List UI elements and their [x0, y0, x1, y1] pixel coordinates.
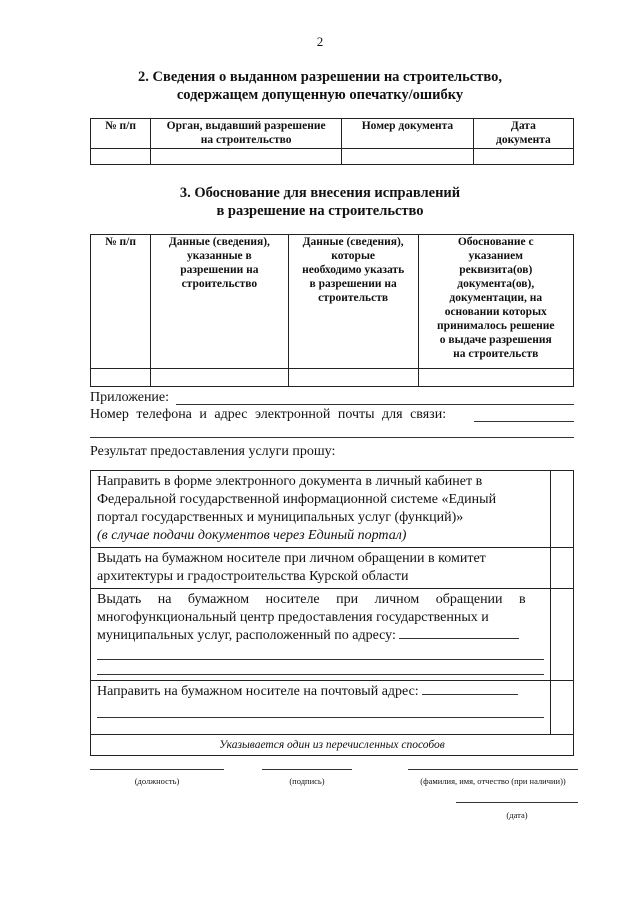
col-permit-data-line: разрешении на	[180, 264, 259, 276]
position-caption: (должность)	[134, 776, 180, 786]
options-footer-note: Указывается один из перечисленных способов	[91, 735, 574, 756]
signature-caption: (подпись)	[289, 776, 325, 786]
option-mfc-line3: муниципальных услуг, расположенный по адресу:	[97, 628, 396, 643]
delivery-options-table	[90, 470, 574, 756]
contact-line-2[interactable]	[90, 437, 574, 438]
section3-title-line2: в разрешение на строительство	[216, 203, 424, 219]
col-issuing-body	[151, 119, 342, 149]
col-correct-data-line: которые	[331, 250, 376, 262]
post-address-line-2[interactable]	[97, 701, 544, 718]
col-doc-number: Номер документа	[342, 119, 474, 149]
cell-doc-number[interactable]	[342, 149, 474, 165]
col-permit-data	[151, 235, 289, 369]
col-correct-data-line: в разрешении на	[309, 278, 397, 290]
col-number: № п/п	[91, 119, 151, 149]
post-address-line[interactable]	[422, 694, 518, 695]
section3-title-line1: 3. Обоснование для внесения исправлений	[179, 185, 461, 201]
option-electronic-checkbox[interactable]	[551, 471, 574, 548]
option-committee-line1: Выдать на бумажном носителе при личном обращении в комитет	[97, 551, 486, 566]
option-committee	[91, 548, 551, 589]
date-line[interactable]	[456, 802, 578, 803]
page-number: 2	[316, 34, 324, 49]
option-electronic-line2: Федеральной государственной информационной системе «Единый	[97, 492, 497, 507]
cell-issuing-body[interactable]	[151, 149, 342, 165]
name-caption: (фамилия, имя, отчество (при наличии))	[420, 776, 566, 786]
result-label: Результат предоставления услуги прошу:	[90, 444, 336, 459]
col-correct-data	[288, 235, 418, 369]
section2-title-line1: 2. Сведения о выданном разрешении на строительство,	[138, 69, 502, 85]
cell-justification[interactable]	[418, 369, 573, 387]
date-caption: (дата)	[506, 810, 528, 820]
cell-doc-date[interactable]	[473, 149, 573, 165]
option-post-line1: Направить на бумажном носителе на почтовый адрес:	[97, 684, 419, 699]
cell-number[interactable]	[91, 149, 151, 165]
cell-correct-data[interactable]	[288, 369, 418, 387]
col-correct-data-line: необходимо указать	[302, 264, 405, 276]
option-mfc-line2: многофункциональный центр предоставления государственных и	[97, 610, 489, 625]
attachment-label: Приложение:	[90, 390, 170, 405]
col-justification-line: принималось решение	[437, 320, 555, 332]
option-electronic	[91, 471, 551, 548]
position-line[interactable]	[90, 769, 224, 770]
col-doc-date	[473, 119, 573, 149]
option-mfc-checkbox[interactable]	[551, 589, 574, 681]
mfc-address-line[interactable]	[399, 638, 519, 639]
section2-title-line2: содержащем допущенную опечатку/ошибку	[176, 87, 464, 103]
col-justification-line: документации, на	[449, 292, 543, 304]
col-justification-line: указанием	[468, 250, 524, 262]
contact-line[interactable]	[474, 421, 574, 422]
col-justification-line: о выдаче разрешения	[439, 334, 552, 346]
cell-permit-data[interactable]	[151, 369, 289, 387]
col-justification-line: на строительств	[453, 348, 539, 360]
col-justification-line: реквизита(ов)	[459, 264, 533, 276]
mfc-address-line-2[interactable]	[97, 645, 544, 660]
signature-line[interactable]	[262, 769, 352, 770]
issued-permit-table	[90, 118, 574, 165]
col-issuing-body-line2: на строительство	[200, 134, 292, 146]
col-doc-date-line2: документа	[496, 134, 551, 146]
attachment-line[interactable]	[176, 404, 574, 405]
option-mfc	[91, 589, 551, 681]
col-justification	[418, 235, 573, 369]
option-post-checkbox[interactable]	[551, 681, 574, 735]
col-permit-data-line: строительство	[181, 278, 258, 290]
option-post	[91, 681, 551, 735]
option-mfc-line1: Выдать на бумажном носителе при личном обращении в	[97, 592, 526, 607]
option-electronic-line1: Направить в форме электронного документа в личный кабинет в	[97, 474, 483, 489]
col-doc-date-line1: Дата	[510, 120, 536, 132]
col-issuing-body-line1: Орган, выдавший разрешение	[166, 120, 326, 132]
option-committee-checkbox[interactable]	[551, 548, 574, 589]
col-justification-line: основании которых	[444, 306, 547, 318]
col-number: № п/п	[91, 235, 151, 369]
col-correct-data-line: строительств	[318, 292, 389, 304]
option-committee-line2: архитектуры и градостроительства Курской области	[97, 569, 409, 584]
mfc-address-line-3[interactable]	[97, 660, 544, 675]
col-permit-data-line: указанные в	[187, 250, 252, 262]
contact-label: Номер телефона и адрес электронной почты для связи:	[90, 407, 447, 422]
cell-number[interactable]	[91, 369, 151, 387]
option-electronic-line3: портал государственных и муниципальных услуг (функций)»	[97, 510, 464, 525]
col-justification-line: документа(ов),	[457, 278, 535, 290]
col-correct-data-line: Данные (сведения),	[302, 236, 404, 248]
col-justification-line: Обоснование с	[457, 236, 534, 248]
col-permit-data-line: Данные (сведения),	[168, 236, 270, 248]
option-electronic-note: (в случае подачи документов через Единый портал)	[97, 528, 407, 543]
correction-table	[90, 234, 574, 387]
name-line[interactable]	[408, 769, 578, 770]
